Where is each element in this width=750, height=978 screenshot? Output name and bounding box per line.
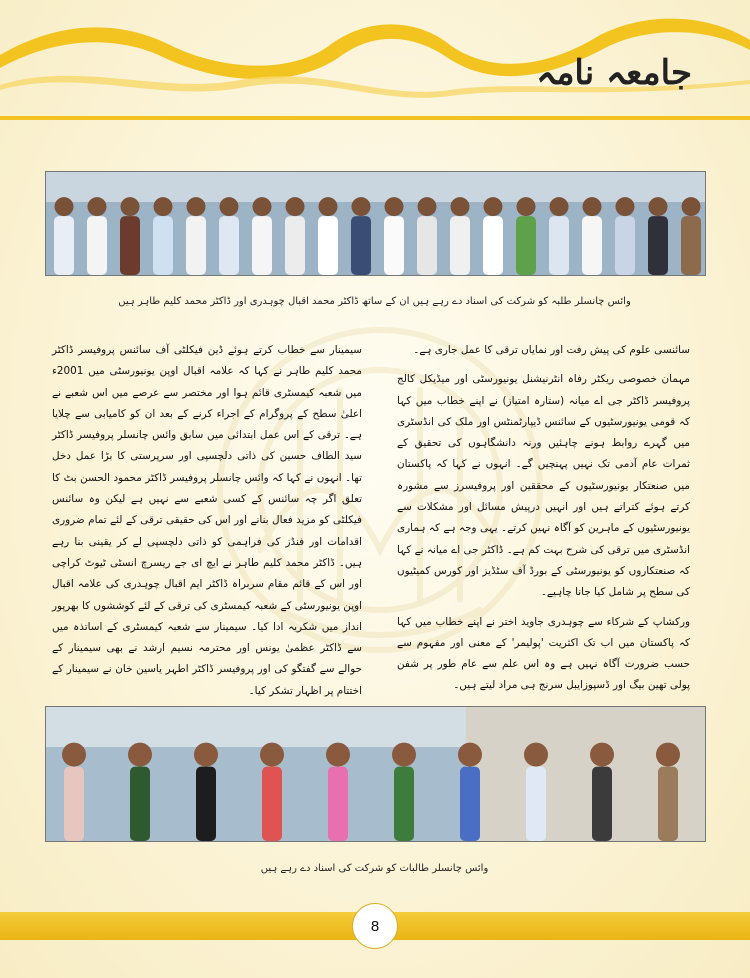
header-rule xyxy=(0,116,750,120)
article-left-column xyxy=(52,340,362,702)
group-photo-female-students xyxy=(45,706,706,842)
group-photo-male-students xyxy=(45,171,706,276)
page-number: 8 xyxy=(352,903,398,949)
article-paragraph: مہمان خصوصی ریکٹر رفاہ انٹرنیشنل یونیورسٹی اور میڈیکل کالج پروفیسر ڈاکٹر جی اے میانہ (ستارہ امتیاز) نے اپنے خطاب میں کہا کہ قومی یونیورسٹیوں کے سائنس ڈیپارٹمنٹس اور ملک کی انڈسٹری میں گہرے روابط ہونے چاہئیں ورنہ دانشگاہوں کی تحقیق کے ثمرات عام آدمی تک نہیں پہنچیں گے۔ انہوں نے کہا کہ پاکستان میں صنعتکار یونیورسٹیوں کے محققین اور پروفیسرز سے مشورہ کرتے ہوئے کتراتے ہیں اور انہیں درپیش مسائل اور مشکلات سے یونیورسٹیوں کے ماہرین کو آگاہ نہیں کرتے۔ یہی وجہ ہے کہ ہماری انڈسٹری میں ترقی کی شرح بہت کم ہے۔ ڈاکٹر جی اے میانہ نے کہا کہ صنعتکاروں کو یونیورسٹی کے بورڈ آف سٹڈیز اور کورس کمیٹیوں کی سطح پر شامل کیا جانا چاہیے۔ xyxy=(397,373,690,599)
bottom-photo-caption: وائس چانسلر طالبات کو شرکت کی اسناد دے رہے ہیں xyxy=(260,863,489,874)
page-title: جامعہ نامہ xyxy=(536,53,692,93)
article-paragraph: سائنسی علوم کی پیش رفت اور نمایاں ترقی کا عمل جاری ہے۔ xyxy=(413,344,690,356)
article-right-column xyxy=(397,340,690,697)
top-photo-caption: وائس چانسلر طلبہ کو شرکت کی اسناد دے رہے ہیں ان کے ساتھ ڈاکٹر محمد اقبال چوہدری اور ڈاکٹر محمد کلیم طاہر ہیں xyxy=(118,296,631,307)
article-paragraph: سیمینار سے خطاب کرتے ہوئے ڈین فیکلٹی آف سائنس پروفیسر ڈاکٹر محمد کلیم طاہر نے کہا کہ علامہ اقبال اوپن یونیورسٹی میں 2001ء میں شعبہ کیمسٹری قائم ہوا اور مختصر سے عرصے میں اس شعبے نے اعلیٰ سطح کے پروگرام کے اجراء کرنے کے بعد ان کو کامیابی سے چلایا ہے۔ ترقی کے اس عمل ابتدائی میں سابق وائس چانسلر پروفیسر ڈاکٹر سید الطاف حسین کی ذاتی دلچسپی اور سرپرستی کا بڑا عمل دخل تھا۔ انہوں نے کہا کہ وائس چانسلر پروفیسر ڈاکٹر محمود الحسن بٹ کا تعلق اگر چہ سائنس کے کسی شعبے سے نہیں ہے لیکن وہ سائنس فیکلٹی کو مزید فعال بنانے اور اس کی حقیقی ترقی کے لئے تمام ضروری اقدامات اور فنڈز کی فراہمی کو ذاتی دلچسپی لے کر یقینی بنا رہے ہیں۔ ڈاکٹر محمد کلیم طاہر نے ایچ ای جے ریسرچ انسٹی ٹیوٹ کراچی اور اس کے قائم مقام سربراہ ڈاکٹر ایم اقبال چوہدری کی علامہ اقبال اوپن یونیورسٹی کے شعبہ کیمسٹری کی ترقی کے لئے کوششوں کا بھرپور انداز میں شکریہ ادا کیا۔ سیمینار سے شعبہ کیمسٹری کے اساتذہ میں سے ڈاکٹر عظمیٰ یونس اور محترمہ نسیم ارشد نے بھی سیمینار کے حوالے سے گفتگو کی اور پروفیسر ڈاکٹر اطہر یاسین خان نے سیمینار کے اختتام پر اظہار تشکر کیا۔ xyxy=(52,344,362,697)
article-paragraph: ورکشاپ کے شرکاء سے چوہدری جاوید اختر نے اپنے خطاب میں کہا کہ پاکستان میں اب تک اکثریت 'پولیمر' کے معنی اور مفہوم سے حسب ضرورت آگاہ نہیں ہے وہ اس علم سے عام طور پر شفن پولی تھین بیگ اور ڈسپوزایبل سرنج ہی مراد لیتے ہیں۔ xyxy=(397,615,690,692)
page-header xyxy=(0,0,750,130)
